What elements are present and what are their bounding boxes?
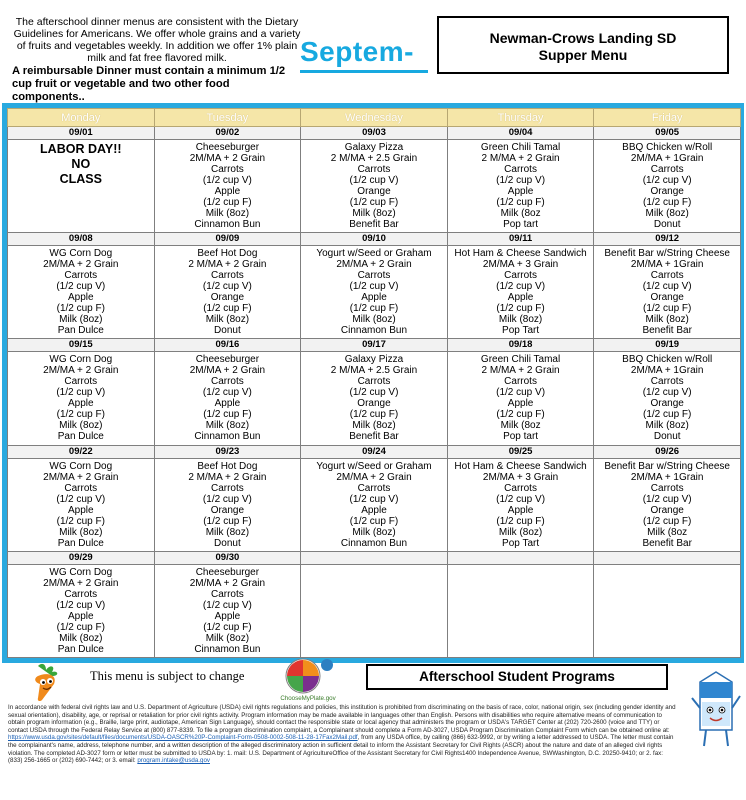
menu-item: (1/2 cup F): [203, 515, 252, 527]
menu-title-box: [437, 16, 729, 74]
menu-item: 2 M/MA + 2 Grain: [188, 259, 267, 271]
menu-item: 2 M/MA + 2 Grain: [481, 153, 560, 164]
menu-item: Pan Dulce: [57, 643, 104, 655]
date-row: [8, 339, 741, 352]
menu-item: (1/2 cup F): [203, 621, 252, 633]
day-date: 09/08: [8, 233, 155, 246]
menu-cell: [447, 564, 594, 657]
menu-item: (1/2 cup V): [56, 387, 106, 399]
day-date: 09/29: [8, 551, 155, 564]
menu-item: Milk (8oz): [645, 208, 689, 219]
menu-item: Carrots: [650, 270, 684, 282]
menu-item: (1/2 cup F): [643, 515, 692, 527]
day-date: 09/11: [447, 233, 594, 246]
menu-cell: [301, 246, 448, 339]
menu-item: 2M/MA + 1Grain: [630, 153, 704, 164]
menu-item: 2M/MA + 2 Grain: [336, 471, 412, 483]
menu-cell: [8, 352, 155, 445]
menu-item: (1/2 cup F): [349, 515, 399, 527]
menu-row: [8, 140, 741, 233]
menu-item: Apple: [507, 398, 534, 410]
complaint-form-link[interactable]: https://www.usda.gov/sites/default/files/documents/USDA-OASCR%20P-Complaint-Form-0508-0002-508-11-28-17Fax2Mail.pdf: [8, 734, 358, 742]
menu-item: Apple: [68, 610, 94, 622]
menu-cell: [8, 458, 155, 551]
menu-cell: [594, 564, 741, 657]
menu-item: Milk (8oz: [647, 526, 688, 538]
programs-label: Afterschool Student Programs: [419, 669, 615, 684]
menu-row: [8, 458, 741, 551]
menu-calendar: [7, 108, 741, 658]
menu-item: Orange: [650, 398, 684, 410]
menu-change-note: This menu is subject to change: [90, 669, 245, 683]
day-date: 09/17: [301, 339, 448, 352]
day-date: 09/26: [594, 445, 741, 458]
menu-item: Cinnamon Bun: [340, 325, 408, 337]
menu-item: 2M/MA + 2 Grain: [189, 365, 266, 377]
menu-item: 2M/MA + 3 Grain: [482, 259, 559, 271]
menu-item: Apple: [361, 292, 387, 304]
menu-item: (1/2 cup F): [496, 197, 545, 208]
day-date: 09/02: [154, 127, 301, 140]
menu-item: (1/2 cup F): [643, 303, 692, 315]
menu-item: (1/2 cup V): [202, 281, 252, 293]
menu-item: Apple: [214, 610, 241, 622]
menu-item: 2M/MA + 2 Grain: [336, 259, 412, 271]
menu-item: Galaxy Pizza: [344, 354, 404, 366]
menu-item: BBQ Chicken w/Roll: [622, 354, 713, 366]
day-date: 09/05: [594, 127, 741, 140]
day-date: 09/16: [154, 339, 301, 352]
menu-cell: [154, 140, 301, 233]
menu-item: Carrots: [357, 164, 391, 175]
day-date: 09/01: [8, 127, 155, 140]
menu-item: Carrots: [210, 164, 244, 175]
menu-item: Carrots: [210, 482, 244, 494]
menu-item: 2M/MA + 1Grain: [630, 365, 704, 377]
menu-item: Donut: [214, 325, 241, 337]
menu-cell: [447, 458, 594, 551]
menu-item: Apple: [214, 398, 241, 410]
menu-item: Hot Ham & Cheese Sandwich: [454, 248, 587, 260]
menu-item: (1/2 cup F): [349, 303, 399, 315]
menu-item: (1/2 cup F): [643, 197, 692, 208]
menu-item: Carrots: [210, 270, 244, 282]
menu-item: Cinnamon Bun: [340, 537, 408, 549]
menu-cell: [301, 352, 448, 445]
menu-item: Milk (8oz: [500, 208, 541, 219]
menu-item: Pop Tart: [502, 537, 540, 549]
menu-item: 2M/MA + 1Grain: [630, 471, 704, 483]
menu-item: Apple: [507, 504, 534, 516]
menu-item: Benefit Bar: [349, 431, 399, 443]
day-header: Tuesday: [154, 109, 301, 127]
menu-item: Apple: [68, 292, 94, 304]
menu-item: (1/2 cup V): [642, 281, 692, 293]
menu-item: (1/2 cup F): [56, 515, 105, 527]
menu-cell: [154, 352, 301, 445]
menu-item: Hot Ham & Cheese Sandwich: [454, 460, 587, 472]
menu-item: Donut: [653, 219, 681, 230]
menu-item: Milk (8oz): [59, 632, 103, 644]
menu-item: Pop tart: [503, 431, 539, 443]
menu-cell: [154, 564, 301, 657]
day-header: Monday: [8, 109, 155, 127]
menu-item: Milk (8oz): [205, 208, 250, 219]
month-title: Septem-: [300, 36, 414, 67]
day-date: 09/22: [8, 445, 155, 458]
day-date: 09/10: [301, 233, 448, 246]
menu-item: Galaxy Pizza: [344, 142, 404, 153]
day-date: 09/04: [447, 127, 594, 140]
menu-item: (1/2 cup V): [496, 281, 546, 293]
day-date: [301, 551, 448, 564]
menu-item: (1/2 cup F): [203, 303, 252, 315]
menu-item: (1/2 cup F): [349, 197, 399, 208]
menu-item: Benefit Bar: [642, 537, 692, 549]
menu-item: Benefit Bar: [349, 219, 399, 230]
menu-item: 2M/MA + 2 Grain: [43, 259, 119, 271]
menu-item: Cinnamon Bun: [194, 643, 261, 655]
menu-item: Milk (8oz): [645, 420, 689, 432]
menu-item: Benefit Bar w/String Cheese: [604, 460, 730, 472]
menu-item: Carrots: [650, 376, 684, 388]
menu-item: Carrots: [64, 376, 98, 388]
menu-item: BBQ Chicken w/Roll: [622, 142, 713, 153]
menu-item: Milk (8oz): [498, 526, 543, 538]
carrot-mascot-icon: [24, 660, 68, 704]
menu-item: 2 M/MA + 2 Grain: [481, 365, 560, 377]
menu-item: (1/2 cup V): [496, 387, 546, 399]
menu-cell: [154, 246, 301, 339]
programs-label-box: [366, 664, 668, 690]
menu-item: Carrots: [357, 482, 391, 494]
date-row: [8, 233, 741, 246]
menu-name: Supper Menu: [538, 47, 628, 63]
nondiscrimination-statement: [8, 704, 678, 765]
intro-text: The afterschool dinner menus are consistent with the Dietary Guidelines for Americans. We offer whole grains and a variety of fruits and vegetables weekly. In addition we offer 1% plain milk and fat free flavored milk.: [13, 16, 301, 64]
menu-item: (1/2 cup V): [496, 493, 546, 505]
menu-item: Carrots: [64, 482, 98, 494]
day-header: Wednesday: [301, 109, 448, 127]
menu-item: 2M/MA + 2 Grain: [43, 577, 119, 589]
calendar-frame: [2, 103, 744, 663]
day-date: 09/12: [594, 233, 741, 246]
menu-item: Benefit Bar: [642, 325, 692, 337]
menu-item: (1/2 cup V): [202, 493, 252, 505]
menu-item: (1/2 cup V): [642, 175, 692, 186]
menu-item: Milk (8oz): [205, 420, 250, 432]
menu-item: Milk (8oz): [205, 632, 250, 644]
menu-item: Milk (8oz): [205, 526, 250, 538]
day-date: 09/19: [594, 339, 741, 352]
menu-item: Cinnamon Bun: [194, 219, 261, 230]
day-date: [594, 551, 741, 564]
menu-item: 2 M/MA + 2.5 Grain: [330, 153, 418, 164]
menu-item: (1/2 cup F): [56, 621, 105, 633]
month-underline: [300, 70, 428, 73]
menu-item: Apple: [361, 504, 387, 516]
menu-cell: [447, 246, 594, 339]
legal-text-part2: , from any USDA office, by calling (866) 632-9992, or by writing a letter addressed to USDA. The letter must contain the complainant's name, address, telephone number, and a written description of the alleged discriminatory action in sufficient detail to inform the Assistant Secretary for Civil Rights (ASCR) about the nature and date of an alleged civil rights violation. The completed AD-3027 form or letter must be submitted to USDA by: 1. mail: U.S. Department of AgricultureOffice of the Assistant Secretary for Civil Rights1400 Independence Avenue, SWWashington, D.C. 20250-9410; or 2. fax: (833) 256-1665 or (202) 690-7442; or 3. email:: [8, 734, 674, 765]
menu-item: Pop tart: [503, 219, 539, 230]
menu-item: Pan Dulce: [57, 325, 104, 337]
menu-item: Green Chili Tamal: [480, 354, 561, 366]
menu-item: 2 M/MA + 2.5 Grain: [330, 365, 418, 377]
menu-item: (1/2 cup F): [496, 303, 545, 315]
menu-item: (1/2 cup V): [56, 281, 106, 293]
menu-item: Apple: [214, 186, 241, 197]
menu-item: Cheeseburger: [195, 142, 260, 153]
menu-item: Orange: [650, 504, 684, 516]
menu-item: Cheeseburger: [195, 566, 260, 578]
menu-item: (1/2 cup F): [496, 409, 545, 421]
menu-item: Pan Dulce: [57, 537, 104, 549]
menu-item: (1/2 cup V): [56, 599, 106, 611]
menu-item: (1/2 cup F): [203, 197, 252, 208]
menu-item: Orange: [210, 292, 245, 304]
menu-item: (1/2 cup V): [56, 493, 106, 505]
menu-item: (1/2 cup V): [349, 175, 399, 186]
menu-item: (1/2 cup V): [349, 493, 399, 505]
menu-item: (1/2 cup F): [56, 409, 105, 421]
date-row: [8, 551, 741, 564]
menu-item: Carrots: [357, 376, 391, 388]
menu-row: [8, 246, 741, 339]
day-header-row: [8, 109, 741, 127]
day-date: 09/25: [447, 445, 594, 458]
menu-item: (1/2 cup V): [349, 281, 399, 293]
menu-item: Cinnamon Bun: [194, 431, 261, 443]
menu-item: Milk (8oz): [59, 420, 103, 432]
menu-item: Carrots: [504, 270, 537, 282]
menu-item: Cheeseburger: [195, 354, 260, 366]
menu-item: Beef Hot Dog: [197, 460, 258, 472]
myplate-logo: [277, 656, 339, 702]
menu-item: Apple: [68, 504, 94, 516]
menu-item: WG Corn Dog: [49, 460, 113, 472]
menu-cell: [594, 352, 741, 445]
menu-item: 2M/MA + 2 Grain: [189, 153, 266, 164]
menu-item: (1/2 cup V): [202, 599, 252, 611]
menu-cell: [301, 564, 448, 657]
menu-item: Carrots: [504, 376, 537, 388]
menu-item: (1/2 cup V): [642, 387, 692, 399]
day-date: 09/09: [154, 233, 301, 246]
menu-cell: [447, 140, 594, 233]
menu-item: WG Corn Dog: [49, 566, 113, 578]
menu-item: Orange: [357, 398, 391, 410]
menu-item: Milk (8oz): [498, 314, 543, 326]
menu-item: Carrots: [504, 164, 537, 175]
day-date: [447, 551, 594, 564]
milk-carton-mascot-icon: [690, 668, 742, 752]
day-date: 09/23: [154, 445, 301, 458]
reimbursable-requirement: A reimbursable Dinner must contain a minimum 1/2 cup fruit or vegetable and two other food components..: [12, 65, 286, 103]
date-row: [8, 127, 741, 140]
menu-item: NO: [71, 157, 91, 171]
menu-item: Carrots: [650, 164, 684, 175]
menu-item: (1/2 cup F): [643, 409, 692, 421]
menu-item: Carrots: [64, 588, 98, 600]
menu-item: (1/2 cup F): [496, 515, 545, 527]
menu-cell: [301, 458, 448, 551]
menu-item: 2 M/MA + 2 Grain: [188, 471, 267, 483]
menu-item: Pan Dulce: [57, 431, 104, 443]
menu-row: [8, 564, 741, 657]
menu-item: Benefit Bar w/String Cheese: [604, 248, 730, 260]
menu-item: Milk (8oz): [205, 314, 250, 326]
menu-item: Orange: [650, 186, 684, 197]
menu-item: Milk (8oz): [59, 526, 103, 538]
menu-item: Carrots: [210, 376, 244, 388]
menu-cell: [8, 140, 155, 233]
program-intake-email-link[interactable]: program.intake@usda.gov: [137, 757, 210, 765]
menu-cell: [594, 458, 741, 551]
menu-item: Yogurt w/Seed or Graham: [316, 460, 432, 472]
menu-item: Apple: [507, 186, 534, 197]
menu-item: Milk (8oz): [352, 526, 396, 538]
menu-item: WG Corn Dog: [49, 354, 113, 366]
menu-item: Milk (8oz): [352, 314, 396, 326]
menu-item: Milk (8oz): [352, 208, 396, 219]
menu-item: 2M/MA + 2 Grain: [43, 365, 119, 377]
menu-cell: [8, 246, 155, 339]
menu-item: Milk (8oz): [645, 314, 689, 326]
menu-item: (1/2 cup V): [202, 175, 252, 186]
menu-item: LABOR DAY!!: [40, 142, 122, 156]
district-name: Newman-Crows Landing SD: [489, 30, 677, 46]
menu-cell: [447, 352, 594, 445]
day-date: 09/18: [447, 339, 594, 352]
myplate-logo-text: ChooseMyPlate.gov: [280, 695, 336, 702]
menu-row: [8, 352, 741, 445]
menu-item: Carrots: [504, 482, 537, 494]
menu-item: Carrots: [650, 482, 684, 494]
menu-item: Orange: [650, 292, 684, 304]
legal-text-part1: In accordance with federal civil rights law and U.S. Department of Agriculture (USDA) civil rights regulations and policies, this institution is prohibited from discriminating on the basis of race, color, national origin, sex (including gender identity and sexual orientation), disability, age, or reprisal or retaliation for prior civil rights activity. Program information may be made available in languages other than English. Persons with disabilities who require alternative means of communication to obtain program information (e.g., Braille, large print, audiotape, American Sign Language), should contact the responsible state or local agency that administers the program or USDA's TARGET Center at (202) 720-2600 (voice and TTY) or contact USDA through the Federal Relay Service at (800) 877-8339. To file a program discrimination complaint, a Complainant should complete a Form AD-3027, USDA Program Discrimination Complaint Form which can be obtained online at:: [8, 704, 676, 734]
date-row: [8, 445, 741, 458]
menu-item: (1/2 cup F): [203, 409, 252, 421]
menu-item: (1/2 cup V): [202, 387, 252, 399]
menu-item: Apple: [68, 398, 94, 410]
menu-item: (1/2 cup F): [56, 303, 105, 315]
day-date: 09/30: [154, 551, 301, 564]
menu-cell: [301, 140, 448, 233]
menu-item: Milk (8oz): [352, 420, 396, 432]
intro-block: [12, 16, 302, 104]
day-header: Friday: [594, 109, 741, 127]
menu-item: Carrots: [357, 270, 391, 282]
menu-item: Yogurt w/Seed or Graham: [316, 248, 432, 260]
menu-item: Apple: [507, 292, 534, 304]
menu-item: Pop Tart: [502, 325, 540, 337]
menu-cell: [594, 140, 741, 233]
menu-item: Milk (8oz: [500, 420, 541, 432]
menu-cell: [594, 246, 741, 339]
menu-item: Orange: [357, 186, 391, 197]
day-header: Thursday: [447, 109, 594, 127]
menu-item: Carrots: [64, 270, 98, 282]
menu-item: 2M/MA + 2 Grain: [43, 471, 119, 483]
menu-item: Beef Hot Dog: [197, 248, 258, 260]
menu-item: (1/2 cup F): [349, 409, 399, 421]
menu-cell: [8, 564, 155, 657]
menu-item: (1/2 cup V): [642, 493, 692, 505]
menu-item: Donut: [653, 431, 681, 443]
menu-item: (1/2 cup V): [349, 387, 399, 399]
day-date: 09/03: [301, 127, 448, 140]
menu-item: 2M/MA + 3 Grain: [482, 471, 559, 483]
menu-item: Milk (8oz): [59, 314, 103, 326]
day-date: 09/24: [301, 445, 448, 458]
menu-item: Orange: [210, 504, 245, 516]
menu-item: Carrots: [210, 588, 244, 600]
menu-item: 2M/MA + 1Grain: [630, 259, 704, 271]
menu-cell: [154, 458, 301, 551]
day-date: 09/15: [8, 339, 155, 352]
menu-item: (1/2 cup V): [496, 175, 546, 186]
menu-item: Green Chili Tamal: [480, 142, 561, 153]
menu-item: 2M/MA + 2 Grain: [189, 577, 266, 589]
menu-item: Donut: [214, 537, 241, 549]
menu-item: WG Corn Dog: [49, 248, 113, 260]
menu-item: CLASS: [59, 172, 102, 186]
